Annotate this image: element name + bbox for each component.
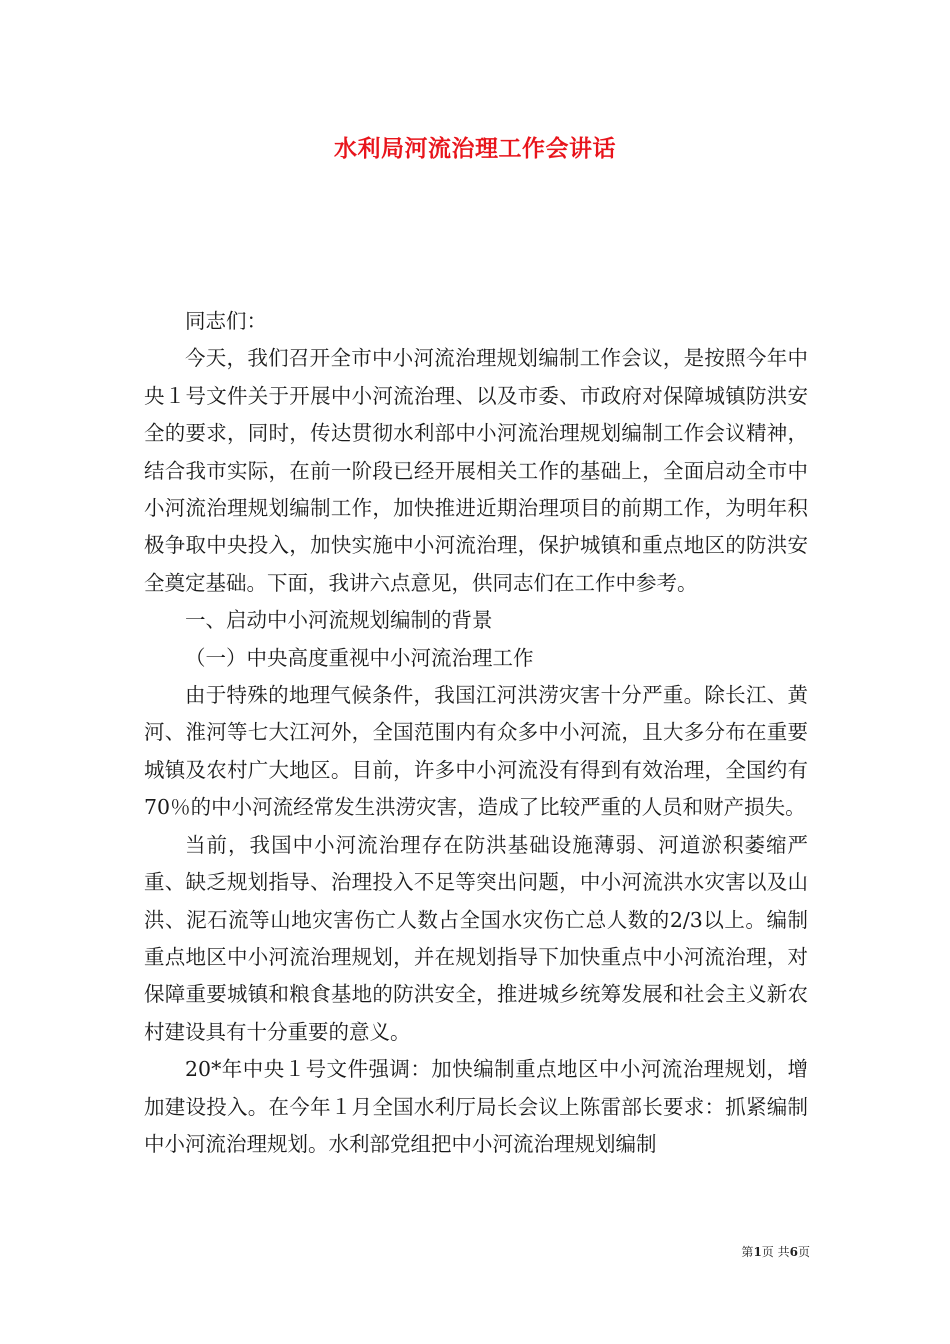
document-body <box>144 303 808 1163</box>
salutation: 同志们： <box>185 309 267 333</box>
footer-current-page: 1 <box>753 1245 762 1259</box>
paragraph-policy: 20*年中央１号文件强调：加快编制重点地区中小河流治理规划，增加建设投入。在今年１月全国水利厅局长会议上陈雷部长要求：抓紧编制中小河流治理规划。水利部党组把中小河流治理规划编制 <box>144 1057 808 1156</box>
subsection-heading-1: （一）中央高度重视中小河流治理工作 <box>185 645 534 670</box>
footer-prefix: 第 <box>741 1245 754 1259</box>
footer-total-pages: 6 <box>789 1245 798 1259</box>
paragraph-background: 由于特殊的地理气候条件，我国江河洪涝灾害十分严重。除长江、黄河、淮河等七大江河外，全国范围内有众多中小河流，且大多分布在重要城镇及农村广大地区。目前，许多中小河流没有得到有效治理，全国约有70％的中小河流经常发生洪涝灾害，造成了比较严重的人员和财产损失。 <box>144 683 808 820</box>
footer-middle: 页 共 <box>761 1245 790 1259</box>
page-footer <box>700 1244 810 1260</box>
paragraph-problems: 当前，我国中小河流治理存在防洪基础设施薄弱、河道淤积萎缩严重、缺乏规划指导、治理投入不足等突出问题，中小河流洪水灾害以及山洪、泥石流等山地灾害伤亡人数占全国水灾伤亡总人数的2/3以上。编制重点地区中小河流治理规划，并在规划指导下加快重点中小河流治理，对保障重要城镇和粮食基地的防洪安全，推进城乡统筹发展和社会主义新农村建设具有十分重要的意义。 <box>144 832 808 1044</box>
footer-suffix: 页 <box>797 1245 810 1259</box>
section-heading-1: 一、启动中小河流规划编制的背景 <box>185 608 493 633</box>
document-title: 水利局河流治理工作会讲话 <box>334 135 616 162</box>
paragraph-opening: 今天，我们召开全市中小河流治理规划编制工作会议，是按照今年中央１号文件关于开展中小河流治理、以及市委、市政府对保障城镇防洪安全的要求，同时，传达贯彻水利部中小河流治理规划编制工作会议精神，结合我市实际，在前一阶段已经开展相关工作的基础上，全面启动全市中小河流治理规划编制工作，加快推进近期治理项目的前期工作，为明年积极争取中央投入，加快实施中小河流治理，保护城镇和重点地区的防洪安全奠定基础。下面，我讲六点意见，供同志们在工作中参考。 <box>144 346 808 595</box>
